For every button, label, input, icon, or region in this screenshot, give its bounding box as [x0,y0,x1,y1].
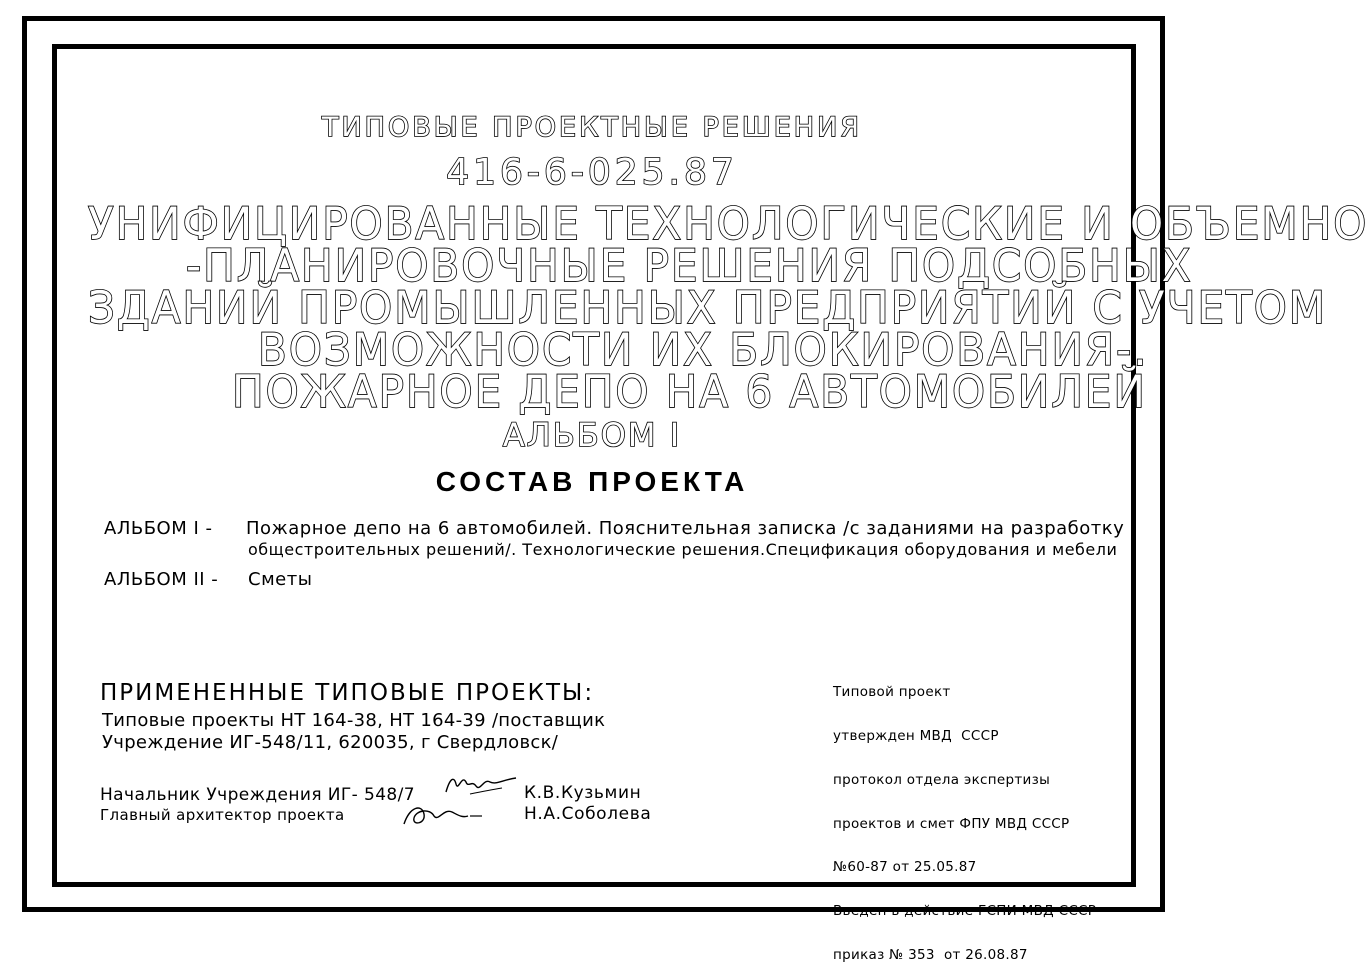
album-1-line-1: Пожарное депо на 6 автомобилей. Пояснительная записка /с заданиями на разработку [246,518,1125,539]
applied-projects-line-1: Типовые проекты НТ 164-38, НТ 164-39 /поставщик [102,710,606,731]
signatory-2-role: Главный архитектор проекта [100,806,345,824]
title-line-1: УНИФИЦИРОВАННЫЕ ТЕХНОЛОГИЧЕСКИЕ И ОБЪЕМНО [88,198,1368,250]
title-line-3: ЗДАНИЙ ПРОМЫШЛЕННЫХ ПРЕДПРИЯТИЙ С УЧЕТОМ [88,282,1328,334]
signatory-2-name: Н.А.Соболева [524,804,652,824]
composition-heading: СОСТАВ ПРОЕКТА [435,466,749,497]
signature-2-mark [396,796,488,832]
approval-line-2: утвержден МВД СССР [833,727,999,744]
approval-line-5: №60-87 от 25.05.87 [833,859,977,876]
approval-line-3: протокол отдела экспертизы [833,771,1051,788]
approval-line-6: Введен в действие ГСПИ МВД СССР [833,903,1097,920]
album-title: АЛЬБОМ I [502,416,682,454]
album-2-label: АЛЬБОМ II - [104,569,219,590]
album-2-line-1: Сметы [248,569,313,590]
approval-line-4: проектов и смет ФПУ МВД СССР [833,815,1070,832]
applied-projects-heading: ПРИМЕНЕННЫЕ ТИПОВЫЕ ПРОЕКТЫ: [100,680,595,706]
title-line-2: -ПЛАНИРОВОЧНЫЕ РЕШЕНИЯ ПОДСОБНЫХ [186,240,1193,292]
approval-line-1: Типовой проект [833,684,951,701]
signatory-1-role: Начальник Учреждения ИГ- 548/7 [100,785,415,805]
album-1-label: АЛЬБОМ I - [104,518,213,539]
approval-block [833,656,1096,977]
approval-line-7: приказ № 353 от 26.08.87 [833,946,1028,963]
series-label: ТИПОВЫЕ ПРОЕКТНЫЕ РЕШЕНИЯ [321,112,863,143]
project-code: 416-6-025.87 [446,152,738,193]
album-1-line-2: общестроительных решений/. Технологические решения.Спецификация оборудования и мебели [248,540,1118,559]
title-line-5: ПОЖАРНОЕ ДЕПО НА 6 АВТОМОБИЛЕЙ [232,366,1147,418]
signatory-1-name: К.В.Кузьмин [524,783,642,803]
title-line-4: ВОЗМОЖНОСТИ ИХ БЛОКИРОВАНИЯ-. [258,324,1149,376]
applied-projects-line-2: Учреждение ИГ-548/11, 620035, г Свердловск/ [102,732,559,753]
